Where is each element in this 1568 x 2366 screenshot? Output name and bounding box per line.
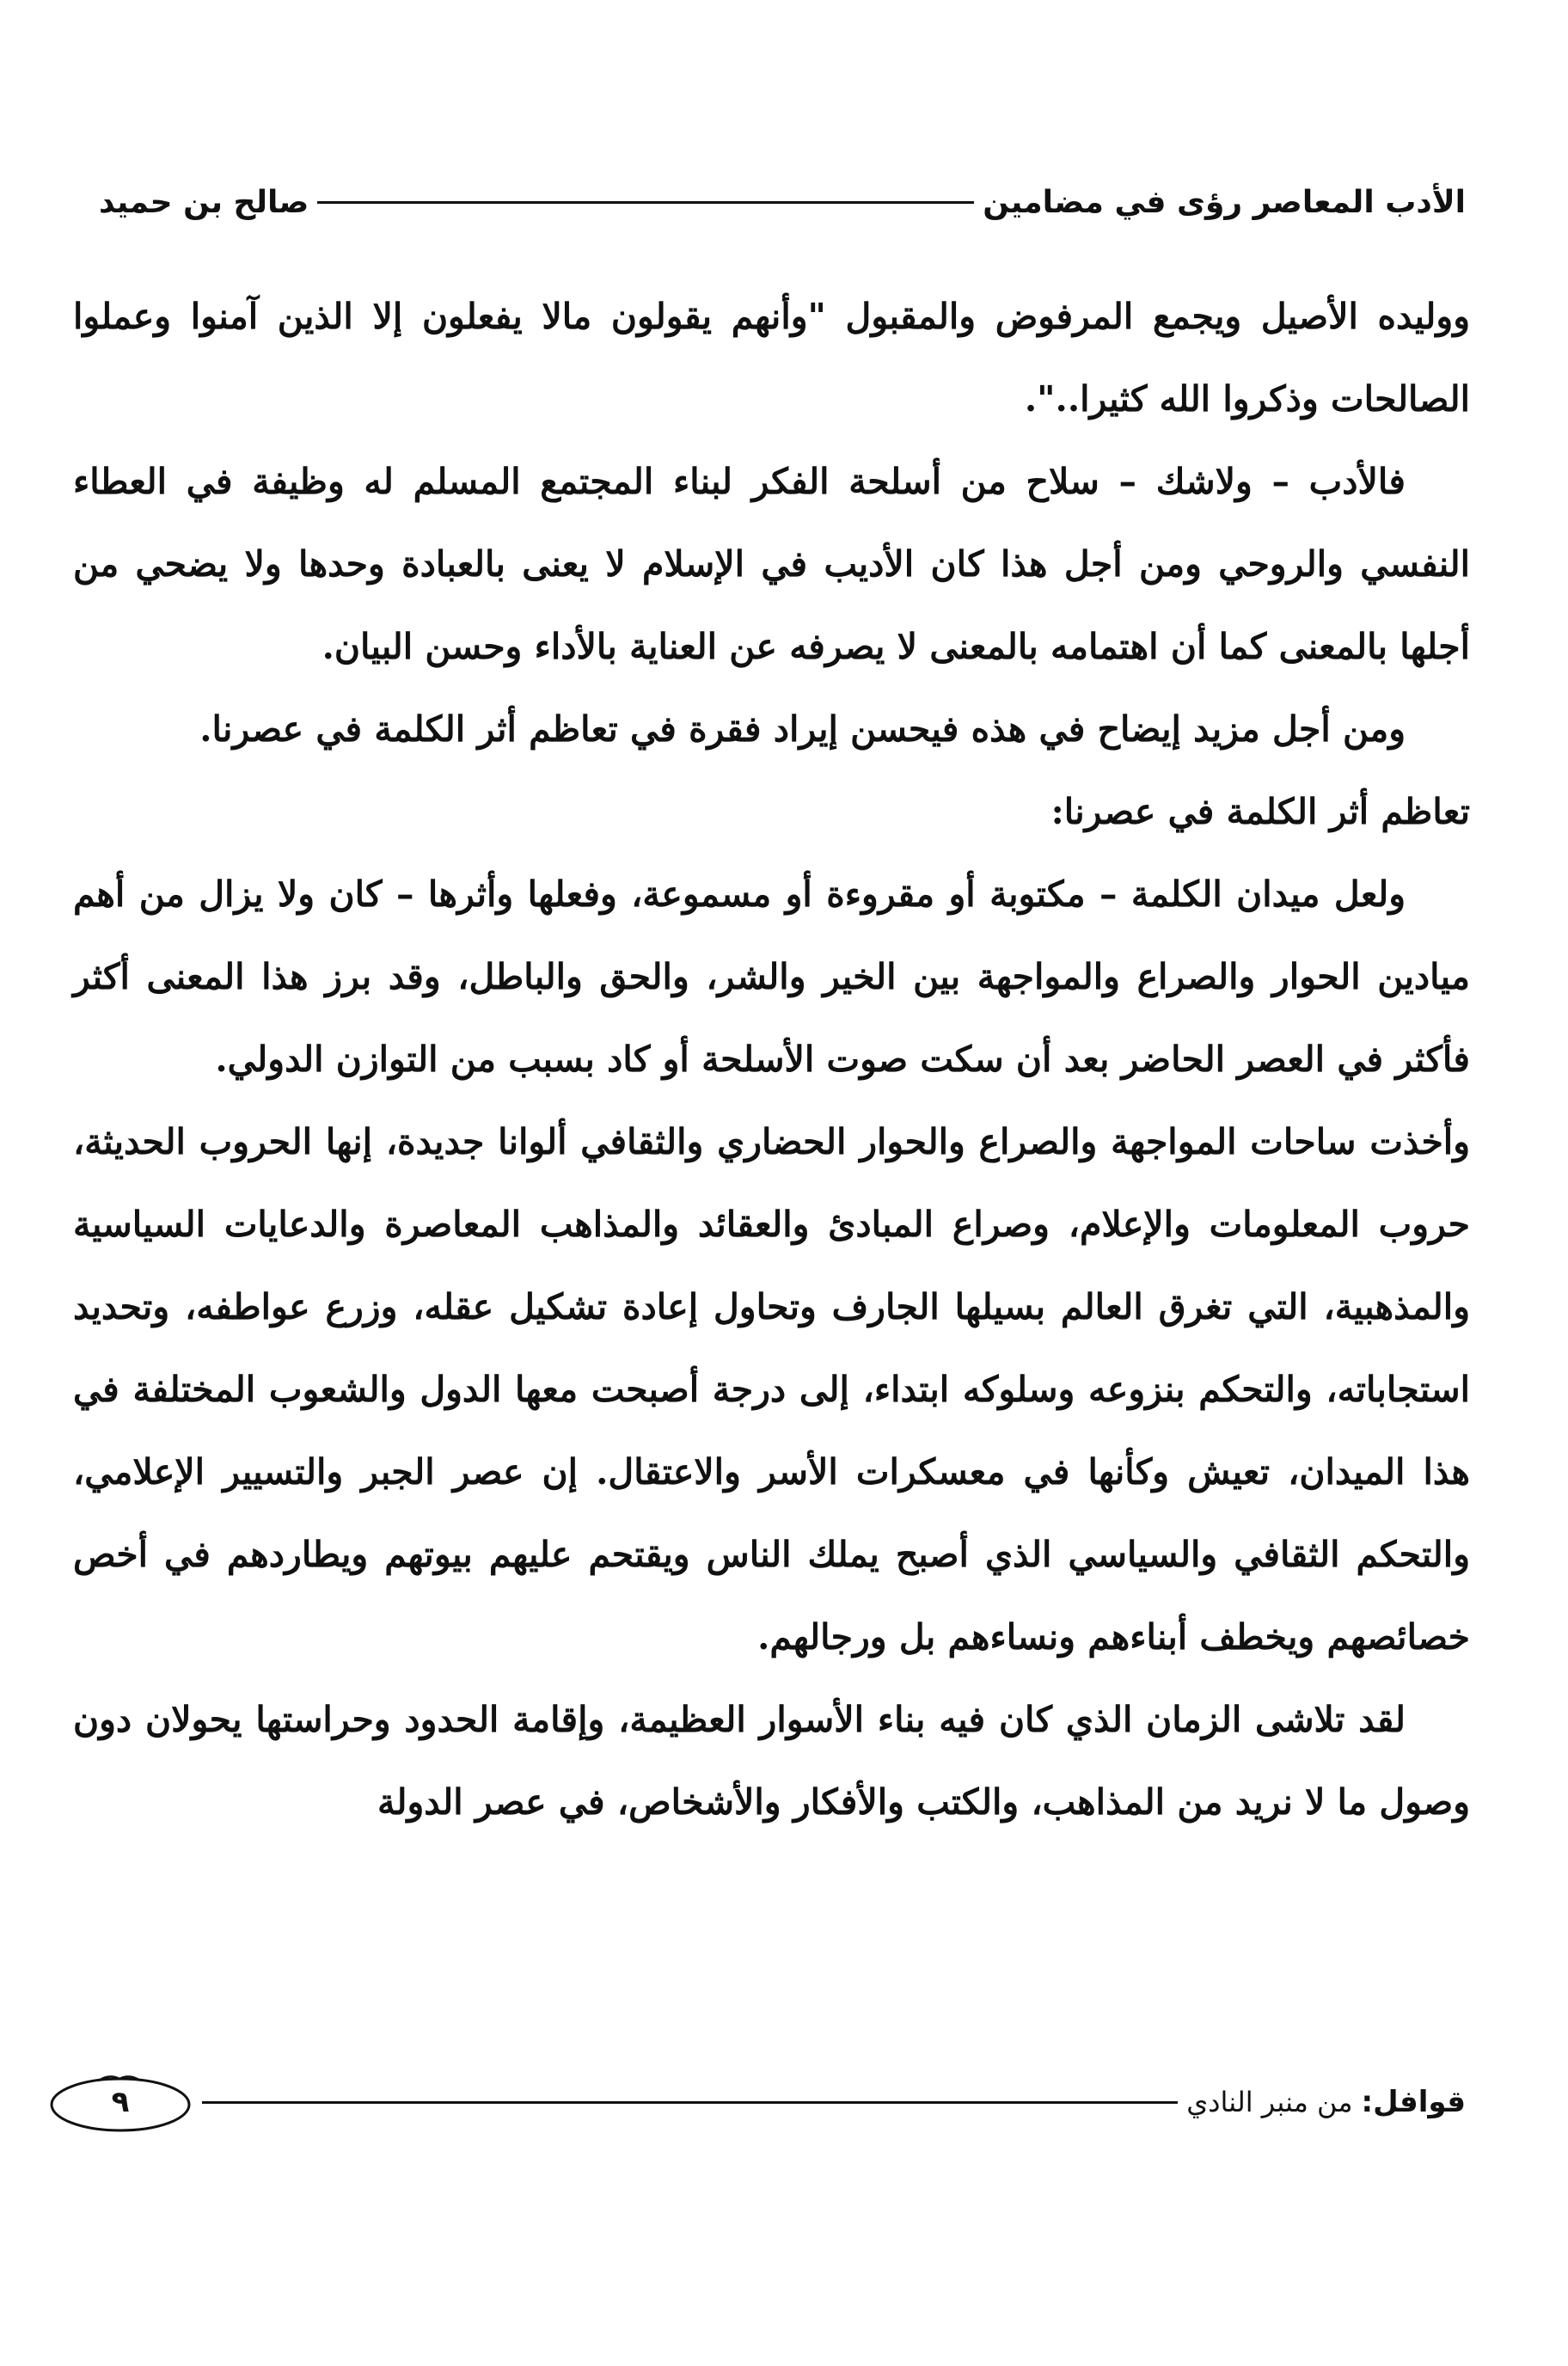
running-footer [47, 2068, 1466, 2136]
section-name: من منبر النادي [1186, 2086, 1353, 2118]
paragraph: وأخذت ساحات المواجهة والصراع والحوار الحضاري والثقافي ألوانا جديدة، إنها الحروب الحديثة، حروب المعلومات والإعلام، وصراع المبادئ والعقائد والمذاهب المعاصرة والدعايات السياسية والمذهبية، التي تغرق العالم بسيلها الجارف وتحاول إعادة تشكيل عقله، وزرع عواطفه، وتحديد استجاباته، والتحكم بنزوعه وسلوكه ابتداء، إلى درجة أصبحت معها الدول والشعوب المختلفة في هذا الميدان، تعيش وكأنها في معسكرات الأسر والاعتقال. إن عصر الجبر والتسيير الإعلامي، والتحكم الثقافي والسياسي الذي أصبح يملك الناس ويقتحم عليهم بيوتهم ويطاردهم في أخص خصائصهم ويخطف أبناءهم ونساءهم بل ورجالهم. [73, 1121, 1470, 1658]
header-rule [317, 201, 974, 204]
running-header [99, 176, 1466, 228]
footer-rule [202, 2101, 1178, 2104]
book-title: الأدب المعاصر رؤى في مضامين [983, 184, 1466, 220]
author-name: صالح بن حميد [99, 184, 309, 220]
body-text [73, 275, 1470, 1843]
paragraph: ووليده الأصيل ويجمع المرفوض والمقبول "وأنهم يقولون مالا يفعلون إلا الذين آمنوا وعملوا الصالحات وذكروا الله كثيرا..". [73, 296, 1470, 420]
paragraph: لقد تلاشى الزمان الذي كان فيه بناء الأسوار العظيمة، وإقامة الحدود وحراستها يحولان دون وصول ما لا نريد من المذاهب، والكتب والأفكار والأشخاص، في عصر الدولة [73, 1699, 1470, 1823]
series-name: قوافل: [1361, 2085, 1466, 2119]
page-number-badge [47, 2070, 193, 2135]
page-number: ٩ [111, 2085, 130, 2119]
paragraph: ومن أجل مزيد إيضاح في هذه فيحسن إيراد فقرة في تعاظم أثر الكلمة في عصرنا. [199, 708, 1406, 750]
section-heading: تعاظم أثر الكلمة في عصرنا: [1050, 791, 1470, 832]
paragraph: فالأدب – ولاشك – سلاح من أسلحة الفكر لبناء المجتمع المسلم له وظيفة في العطاء النفسي والروحي ومن أجل هذا كان الأديب في الإسلام لا يعنى بالعبادة وحدها ولا يضحي من أجلها بالمعنى كما أن اهتمامه بالمعنى لا يصرفه عن العناية بالأداء وحسن البيان. [73, 461, 1470, 667]
paragraph: ولعل ميدان الكلمة – مكتوبة أو مقروءة أو مسموعة، وفعلها وأثرها – كان ولا يزال من أهم ميادين الحوار والصراع والمواجهة بين الخير والشر، والحق والباطل، وقد برز هذا المعنى أكثر فأكثر في العصر الحاضر بعد أن سكت صوت الأسلحة أو كاد بسبب من التوازن الدولي. [73, 873, 1470, 1080]
